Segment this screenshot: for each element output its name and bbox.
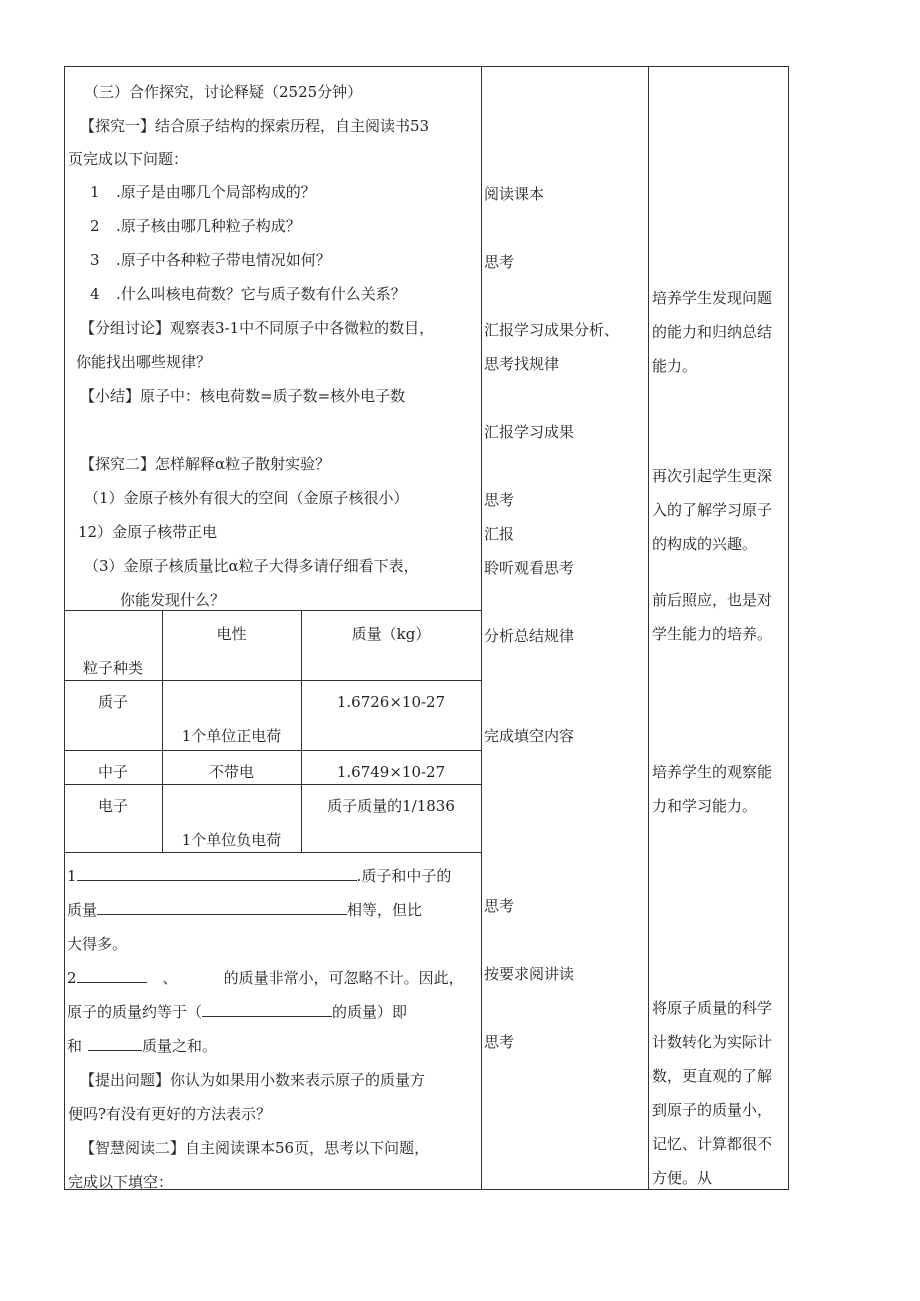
question-line2: 便吗?有没有更好的方法表示？ — [68, 1105, 272, 1123]
question-3-number: 3 — [90, 251, 100, 269]
group-discussion-line2: 你能找出哪些规律？ — [76, 353, 212, 371]
activity-report: 汇报 — [484, 525, 515, 543]
blank-field[interactable] — [77, 866, 357, 881]
activity-think: 思考 — [484, 253, 515, 271]
goal-5-line4: 到原子的质量小， — [652, 1101, 773, 1119]
particle-table-top — [64, 610, 481, 611]
goal-2-line3: 的构成的兴趣。 — [652, 535, 758, 553]
goal-5-line2: 计数转化为实际计 — [652, 1033, 773, 1051]
header-particle-kind: 粒子种类 — [82, 659, 143, 677]
particle-table-row-line — [64, 680, 481, 681]
question-3-text: .原子中各种粒子带电情况如何？ — [116, 251, 331, 269]
goal-2-line1: 再次引起学生更深 — [652, 467, 773, 485]
goal-3-line2: 学生能力的培养。 — [652, 625, 773, 643]
neutron-kind: 中子 — [97, 763, 128, 781]
fill1-line2: 质量 相等，但比 — [67, 901, 423, 919]
goal-5-line6: 方便。从 — [652, 1169, 713, 1187]
column-divider-2 — [648, 66, 649, 1190]
inquiry2-item-2: 12）金原子核带正电 — [78, 523, 218, 541]
question-line1: 【提出问题】你认为如果用小数来表示原子的质量方 — [80, 1071, 426, 1089]
reading-line1: 【智慧阅读二】自主阅读课本56页，思考以下问题， — [80, 1139, 430, 1157]
fill2-line1: 2 、 的质量非常小，可忽略不计。因此， — [67, 969, 464, 987]
goal-5-line5: 记忆、计算都很不 — [652, 1135, 773, 1153]
fill2-line2: 原子的质量约等于（ 的质量）即 — [67, 1003, 408, 1021]
question-1-number: 1 — [90, 183, 100, 201]
goal-2-line2: 入的了解学习原子 — [652, 501, 773, 519]
particle-table-row-line — [64, 750, 481, 751]
goal-4-line2: 力和学习能力。 — [652, 797, 758, 815]
fill1-line1: 1 .质子和中子的 — [67, 867, 452, 885]
activity-read: 阅读课本 — [484, 185, 545, 203]
question-1-text: .原子是由哪几个局部构成的？ — [116, 183, 316, 201]
inquiry2-item-3: （3）金原子核质量比α粒子大得多请仔细看下表， — [84, 557, 419, 575]
column-divider-1 — [481, 66, 482, 1190]
activity-read-aloud: 按要求阅讲读 — [484, 965, 575, 983]
proton-charge: 1个单位正电荷 — [181, 727, 282, 745]
proton-mass: 1.6726×10-27 — [336, 693, 446, 711]
summary: 【小结】原子中：核电荷数=质子数=核外电子数 — [80, 387, 406, 405]
particle-table-row-line — [64, 784, 481, 785]
blank-field[interactable] — [77, 968, 147, 983]
goal-1-line2: 的能力和归纳总结 — [652, 323, 773, 341]
fill1-line3: 大得多。 — [67, 935, 128, 953]
blank-field[interactable] — [202, 1002, 332, 1017]
inquiry2-title: 【探究二】怎样解释α粒子散射实验？ — [80, 455, 331, 473]
electron-kind: 电子 — [97, 797, 128, 815]
activity-think-3: 思考 — [484, 897, 515, 915]
activity-listen-watch: 聆听观看思考 — [484, 559, 575, 577]
particle-table-bottom — [64, 852, 481, 853]
proton-kind: 质子 — [97, 693, 128, 711]
section-title: （三）合作探究，讨论释疑（2525分钟） — [84, 83, 363, 101]
activity-think-4: 思考 — [484, 1033, 515, 1051]
question-4-number: 4 — [90, 285, 100, 303]
neutron-mass: 1.6749×10-27 — [336, 763, 446, 781]
goal-1-line3: 能力。 — [652, 357, 698, 375]
inquiry2-tail: 你能发现什么？ — [120, 591, 226, 609]
inquiry1-line2: 页完成以下问题： — [68, 150, 189, 168]
question-4-text: .什么叫核电荷数？它与质子数有什么关系？ — [116, 285, 406, 303]
electron-mass: 质子质量的1/1836 — [327, 797, 455, 815]
goal-4-line1: 培养学生的观察能 — [652, 763, 773, 781]
activity-report-analyze: 汇报学习成果分析、 — [484, 321, 620, 339]
question-2-number: 2 — [90, 217, 100, 235]
neutron-charge: 不带电 — [208, 763, 254, 781]
activity-analyze: 分析总结规律 — [484, 627, 575, 645]
goal-1-line1: 培养学生发现问题 — [652, 289, 773, 307]
goal-5-line3: 数，更直观的了解 — [652, 1067, 773, 1085]
group-discussion-line1: 【分组讨论】观察表3-1中不同原子中各微粒的数目， — [80, 319, 435, 337]
blank-field[interactable] — [97, 900, 347, 915]
activity-report-results: 汇报学习成果 — [484, 423, 575, 441]
header-charge: 电性 — [216, 625, 247, 643]
header-mass: 质量（kg） — [351, 625, 431, 643]
activity-find-pattern: 思考找规律 — [484, 355, 560, 373]
blank-field[interactable] — [88, 1036, 142, 1051]
reading-line2: 完成以下填空： — [68, 1173, 174, 1191]
goal-5-line1: 将原子质量的科学 — [652, 999, 773, 1017]
activity-think-2: 思考 — [484, 491, 515, 509]
activity-fill-blanks: 完成填空内容 — [484, 727, 575, 745]
electron-charge: 1个单位负电荷 — [181, 831, 282, 849]
fill2-line3: 和 质量之和。 — [67, 1037, 218, 1055]
question-2-text: .原子核由哪几种粒子构成？ — [116, 217, 301, 235]
goal-3-line1: 前后照应，也是对 — [652, 591, 773, 609]
inquiry1-line1: 【探究一】结合原子结构的探索历程，自主阅读书53 — [80, 117, 430, 135]
inquiry2-item-1: （1）金原子核外有很大的空间（金原子核很小） — [84, 489, 409, 507]
